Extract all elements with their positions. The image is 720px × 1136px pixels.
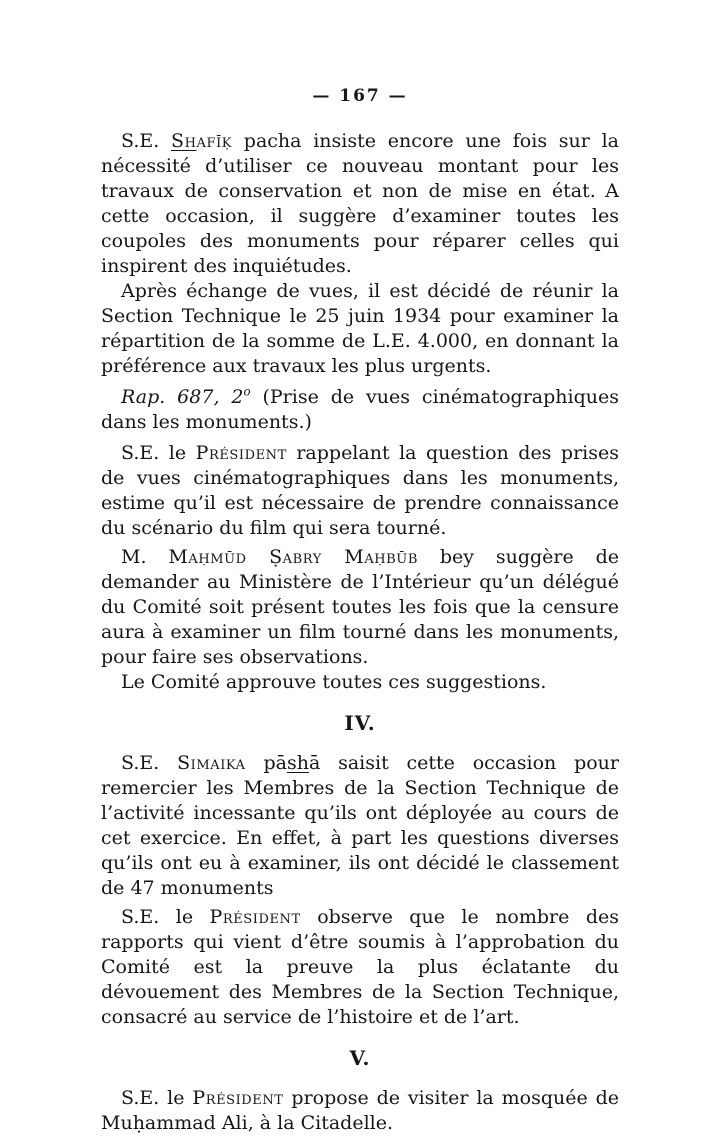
text-segment: rappelant la question des prises de vues cinématographiques dans les monuments, estime qu’il est nécessaire de prendre connaissance du scénario du film qui sera tourné. — [101, 442, 620, 539]
text-segment: pacha insiste encore une fois sur la nécessité d’utiliser ce nouveau montant pour les travaux de conservation et non de mise en état. A cette occasion, il suggère d’examiner toutes les coupoles des monuments pour réparer celles qui inspirent des inquiétudes. — [101, 130, 619, 277]
ordinal-indicator: o — [243, 384, 251, 399]
text-segment: S.E. le — [121, 906, 210, 928]
text-segment-underlined: Sh — [171, 130, 197, 152]
paragraph-president-observe — [101, 905, 619, 1030]
text-segment: S.E. le — [121, 442, 196, 464]
text-segment: Le Comité approuve toutes ces suggestions. — [121, 671, 547, 693]
person-name-simaika: Simaika — [177, 752, 246, 774]
paragraph-simaika — [101, 751, 619, 901]
report-reference: Rap. 687, 2 — [121, 386, 244, 408]
person-name-mahboub: Maḥmūd Ṣabry Maḥbūb — [168, 546, 418, 568]
text-segment: ā saisit cette occasion pour remercier les Membres de la Section Technique de l’activité incessante qu’ils ont déployée au cours de cet exercice. En effet, à part les questions diverses qu’ils ont eu à examiner, ils ont décidé le classement de 47 monuments — [101, 752, 619, 899]
paragraph-rap-687 — [101, 385, 619, 435]
paragraph-shafik — [101, 129, 619, 279]
text-segment: bey suggère de demander au Ministère de l’Intérieur qu’un délégué du Comité soit présent toutes les fois que la censure aura à examiner un film tourné dans les monuments, pour faire ses observations. — [101, 546, 619, 668]
paragraph-comite-approuve — [101, 670, 619, 695]
section-heading-v: V. — [349, 1046, 371, 1070]
text-segment: S.E. — [121, 752, 178, 774]
person-name-president: Président — [195, 442, 287, 464]
paragraph-mahboub — [101, 545, 619, 670]
person-name-president: Président — [192, 1087, 284, 1109]
paragraph-president-propose — [101, 1086, 619, 1136]
text-segment: afīḳ — [196, 130, 233, 152]
paragraph-president-rappelant — [101, 441, 619, 541]
text-segment: propose de visiter la mosquée de Muḥammad Ali, à la Citadelle. — [101, 1087, 619, 1134]
text-segment: Après échange de vues, il est décidé de réunir la Section Technique le 25 juin 1934 pour examiner la répartition de la somme de L.E. 4.000, en donnant la préférence aux travaux les plus urgents. — [101, 280, 619, 377]
text-segment: observe que le nombre des rapports qui vient d’être soumis à l’approbation du Comité est la preuve la plus éclatante du dévouement des Membres de la Section Technique, consacré au service de l’histoire et de l’art. — [101, 906, 619, 1028]
section-heading-iv: IV. — [344, 711, 376, 735]
text-segment: (Prise de vues cinématographiques dans les monuments.) — [101, 386, 619, 433]
person-name-shafik — [171, 130, 232, 152]
person-name-president: Président — [209, 906, 301, 928]
text-segment: S.E. — [121, 130, 172, 152]
page-number: — 167 — — [312, 86, 408, 106]
text-segment: S.E. le — [121, 1087, 193, 1109]
text-segment-underlined: sh — [286, 752, 309, 774]
text-segment: pā — [245, 752, 287, 774]
text-segment: M. — [121, 546, 169, 568]
document-page — [101, 0, 619, 1136]
paragraph-reunion-section-technique — [101, 279, 619, 379]
